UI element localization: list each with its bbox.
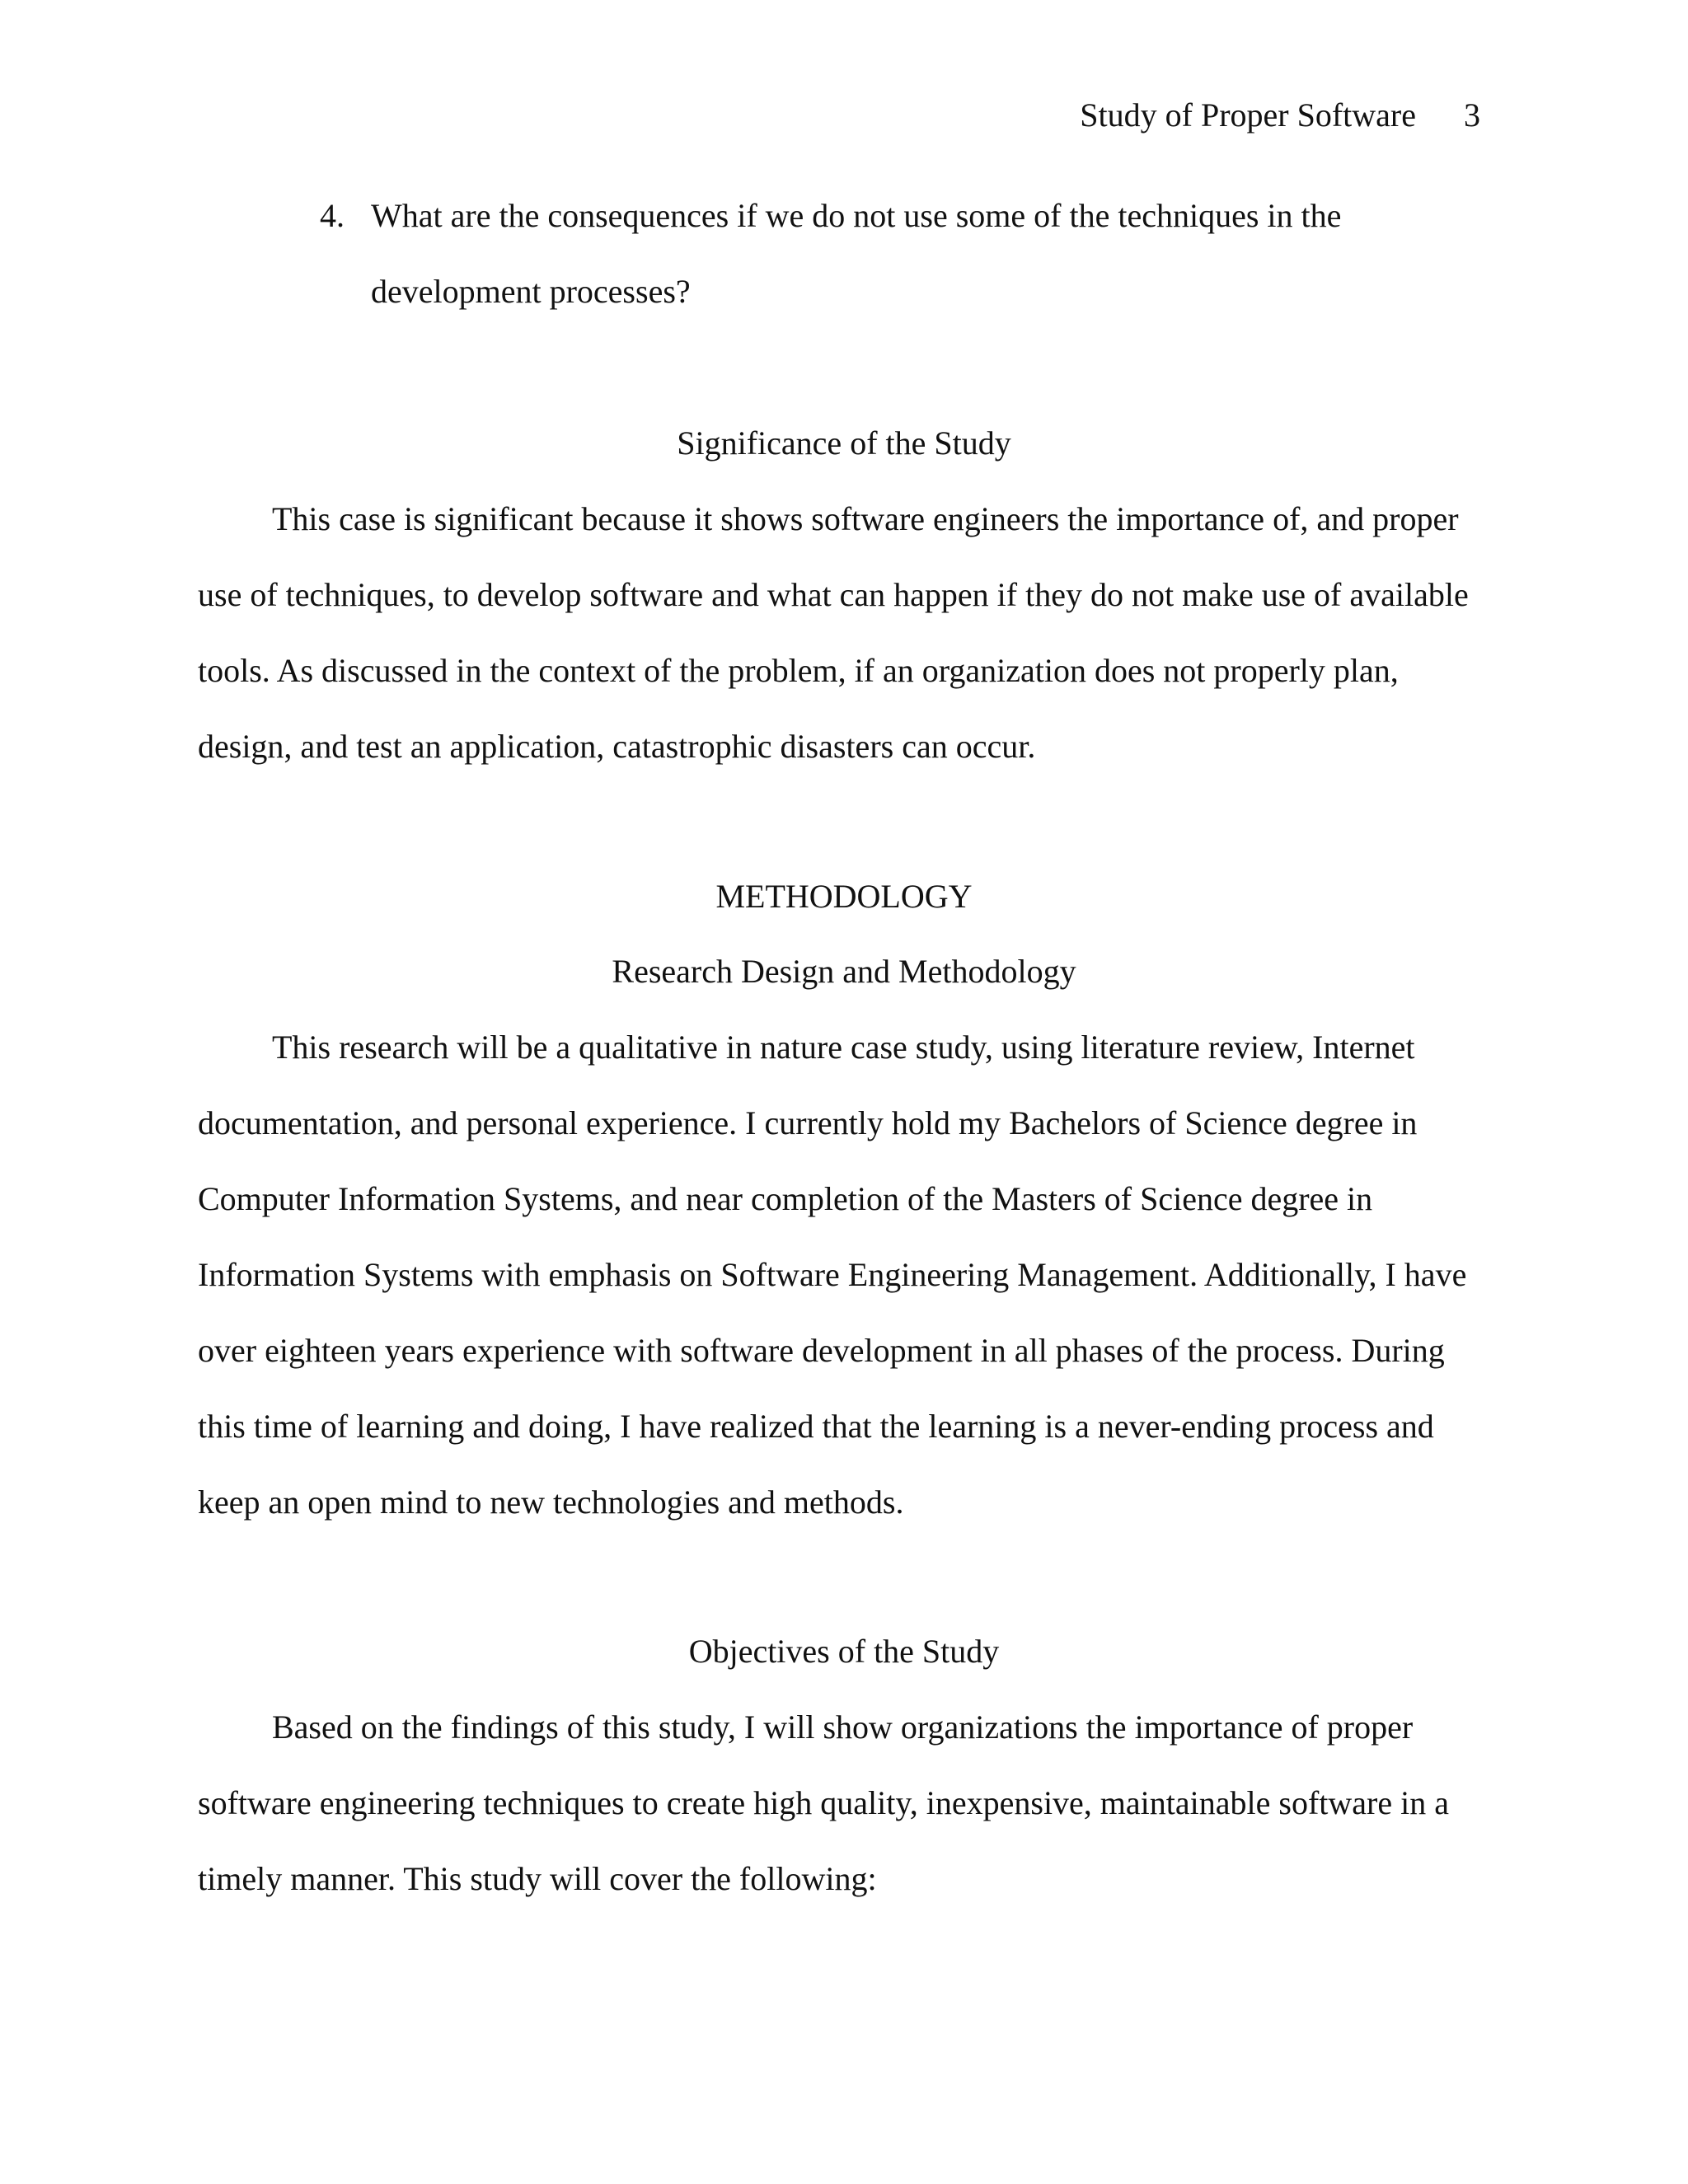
list-item-number: 4.	[320, 197, 345, 234]
list-item-text: What are the consequences if we do not use some of the techniques in the development processes?	[371, 197, 1342, 310]
methodology-paragraph: This research will be a qualitative in nature case study, using literature review, Internet documentation, and personal experience. I currently hold my Bachelors of Science degree in Computer Information Systems, and near completion of the Masters of Science degree in Information Systems with emphasis on Software Engineering Management. Additionally, I have over eighteen years experience with software development in all phases of the process. During this time of learning and doing, I have realized that the learning is a never-ending process and keep an open mind to new technologies and methods.	[198, 1029, 1467, 1521]
objectives-paragraph: Based on the findings of this study, I will show organizations the importance of proper software engineering techniques to create high quality, inexpensive, maintainable software in a timely manner. This study will cover the following:	[198, 1708, 1449, 1897]
significance-body	[198, 481, 1492, 785]
methodology-subheading: Research Design and Methodology	[612, 953, 1076, 990]
significance-paragraph: This case is significant because it shows software engineers the importance of, and proper use of techniques, to develop software and what can happen if they do not make use of available tools. As discussed in the context of the problem, if an organization does not properly plan, design, and test an application, catastrophic disasters can occur.	[198, 500, 1469, 765]
running-head	[1080, 96, 1480, 135]
methodology-heading: METHODOLOGY	[715, 878, 973, 915]
objectives-heading: Objectives of the Study	[688, 1633, 1000, 1670]
significance-heading: Significance of the Study	[677, 424, 1011, 462]
running-head-title: Study of Proper Software	[1080, 96, 1416, 134]
objectives-body	[198, 1690, 1492, 1917]
question-list-item	[320, 178, 1424, 330]
methodology-body	[198, 1010, 1492, 1540]
page-number: 3	[1464, 96, 1480, 134]
